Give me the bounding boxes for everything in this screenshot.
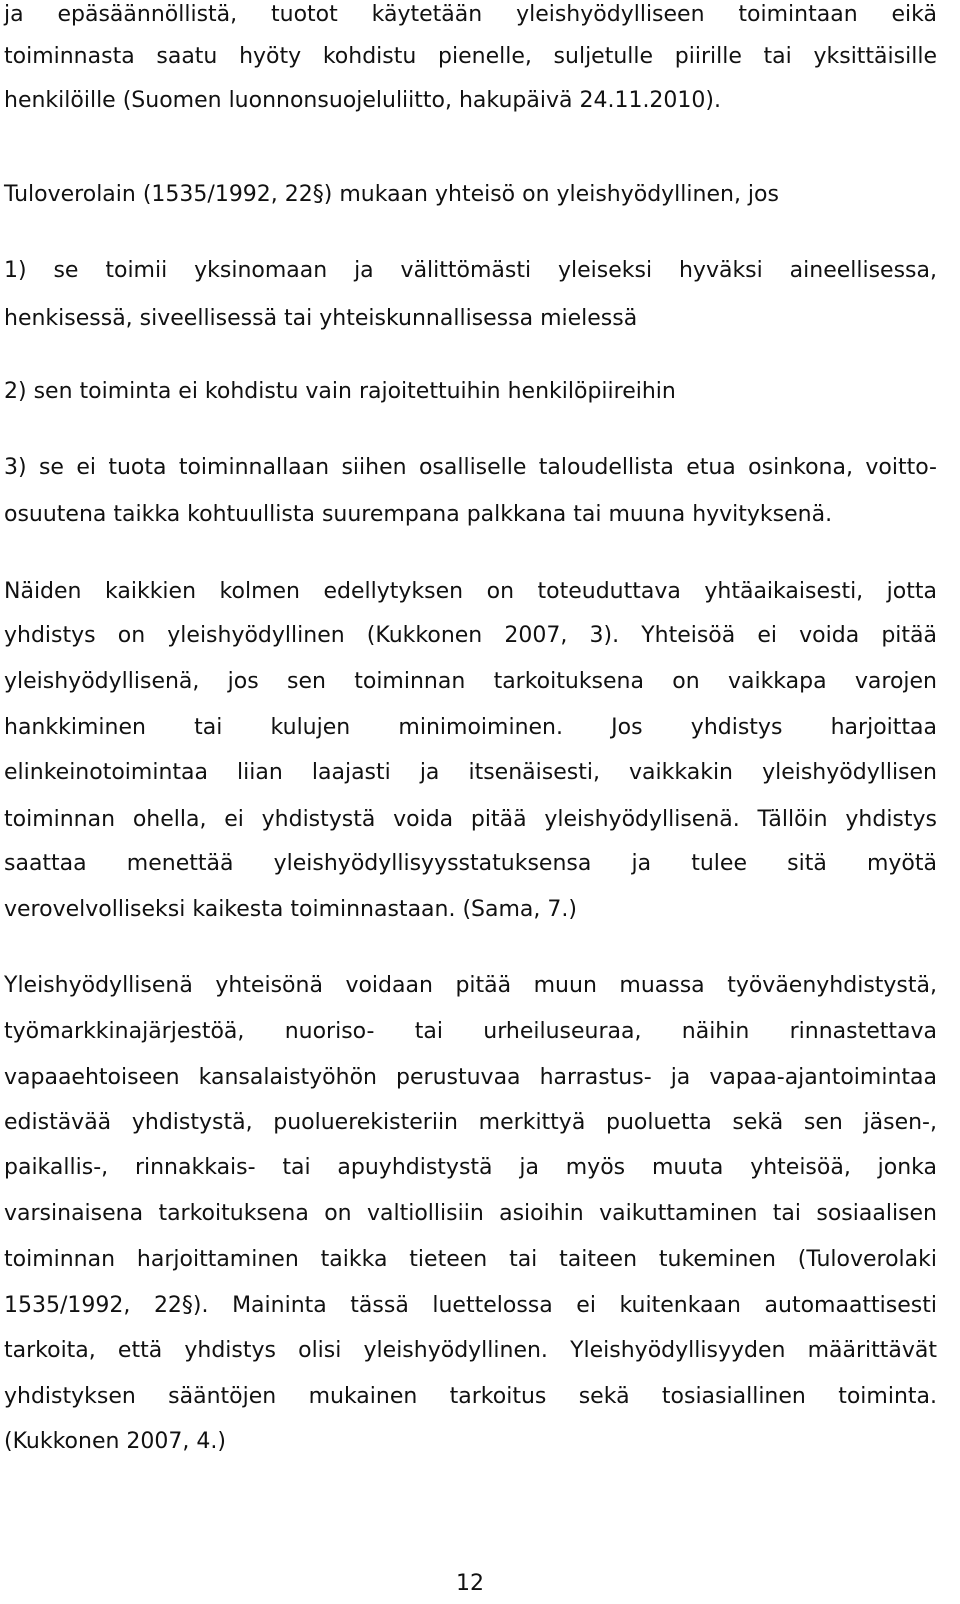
text-line: (Kukkonen 2007, 4.) bbox=[4, 1429, 226, 1454]
text-line: ja epäsäännöllistä, tuotot käytetään yleishyödylliseen toimintaan eikä bbox=[4, 2, 937, 27]
text-line: elinkeinotoimintaa liian laajasti ja itsenäisesti, vaikkakin yleishyödyllisen bbox=[4, 760, 937, 785]
text-line: Näiden kaikkien kolmen edellytyksen on toteuduttava yhtäaikaisesti, jotta bbox=[4, 579, 937, 604]
text-line: edistävää yhdistystä, puoluerekisteriin merkittyä puoluetta sekä sen jäsen-, bbox=[4, 1110, 937, 1135]
text-line: Yleishyödyllisenä yhteisönä voidaan pitää muun muassa työväenyhdistystä, bbox=[4, 973, 937, 998]
text-line: 1) se toimii yksinomaan ja välittömästi yleiseksi hyväksi aineellisessa, bbox=[4, 258, 937, 283]
text-line: toiminnan harjoittaminen taikka tieteen tai taiteen tukeminen (Tuloverolaki bbox=[4, 1247, 937, 1272]
text-line: toiminnan ohella, ei yhdistystä voida pitää yleishyödyllisenä. Tällöin yhdistys bbox=[4, 807, 937, 832]
text-line: 3) se ei tuota toiminnallaan siihen osalliselle taloudellista etua osinkona, voitto- bbox=[4, 455, 937, 480]
text-line: työmarkkinajärjestöä, nuoriso- tai urheiluseuraa, näihin rinnastettava bbox=[4, 1019, 937, 1044]
text-line: hankkiminen tai kulujen minimoiminen. Jos yhdistys harjoittaa bbox=[4, 715, 937, 740]
text-line: paikallis-, rinnakkais- tai apuyhdistystä ja myös muuta yhteisöä, jonka bbox=[4, 1155, 937, 1180]
text-line: tarkoita, että yhdistys olisi yleishyödyllinen. Yleishyödyllisyyden määrittävät bbox=[4, 1338, 937, 1363]
page-number: 12 bbox=[456, 1571, 484, 1596]
text-line: yhdistyksen sääntöjen mukainen tarkoitus sekä tosiasiallinen toiminta. bbox=[4, 1384, 937, 1409]
text-line: varsinaisena tarkoituksena on valtiollisiin asioihin vaikuttaminen tai sosiaalisen bbox=[4, 1201, 937, 1226]
text-line: verovelvolliseksi kaikesta toiminnastaan. (Sama, 7.) bbox=[4, 897, 577, 922]
text-line: 2) sen toiminta ei kohdistu vain rajoitettuihin henkilöpiireihin bbox=[4, 379, 676, 404]
text-line: 1535/1992, 22§). Maininta tässä luettelossa ei kuitenkaan automaattisesti bbox=[4, 1293, 937, 1318]
text-line: saattaa menettää yleishyödyllisyysstatuksensa ja tulee sitä myötä bbox=[4, 851, 937, 876]
text-line: yhdistys on yleishyödyllinen (Kukkonen 2007, 3). Yhteisöä ei voida pitää bbox=[4, 623, 937, 648]
text-line: henkilöille (Suomen luonnonsuojeluliitto, hakupäivä 24.11.2010). bbox=[4, 88, 721, 113]
text-line: henkisessä, siveellisessä tai yhteiskunnallisessa mielessä bbox=[4, 306, 638, 331]
text-line: osuutena taikka kohtuullista suurempana palkkana tai muuna hyvityksenä. bbox=[4, 502, 833, 527]
text-line: yleishyödyllisenä, jos sen toiminnan tarkoituksena on vaikkapa varojen bbox=[4, 669, 937, 694]
text-line: Tuloverolain (1535/1992, 22§) mukaan yhteisö on yleishyödyllinen, jos bbox=[4, 182, 779, 207]
text-line: toiminnasta saatu hyöty kohdistu pienelle, suljetulle piirille tai yksittäisille bbox=[4, 44, 937, 69]
text-line: vapaaehtoiseen kansalaistyöhön perustuvaa harrastus- ja vapaa-ajantoimintaa bbox=[4, 1065, 937, 1090]
